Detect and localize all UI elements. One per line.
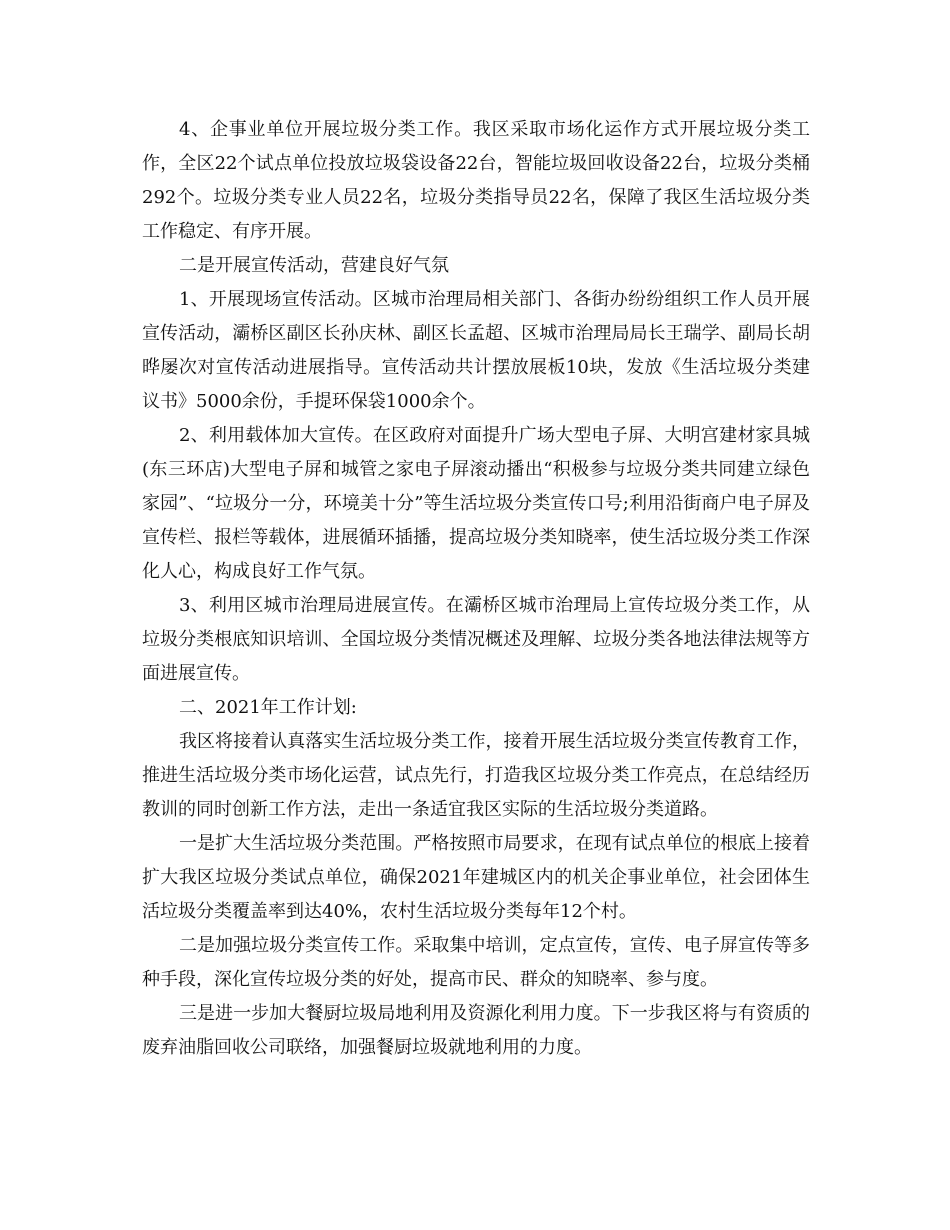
document-body <box>142 113 810 1065</box>
paragraph-onsite-publicity: 1、开展现场宣传活动。区城市治理局相关部门、各街办纷纷组织工作人员开展宣传活动，灞桥区副区长孙庆林、副区长孟超、区城市治理局局长王瑞学、副局长胡晔屡次对宣传活动进展指导。宣传活动共计摆放展板10块，发放《生活垃圾分类建议书》5000余份，手提环保袋1000余个。 <box>142 289 810 412</box>
paragraph-plan-overview: 我区将接着认真落实生活垃圾分类工作，接着开展生活垃圾分类宣传教育工作，推进生活垃圾分类市场化运营，试点先行，打造我区垃圾分类工作亮点，在总结经历教训的同时创新工作方法，走出一条适宜我区实际的生活垃圾分类道路。 <box>142 731 810 820</box>
paragraph-heading-2021-plan: 二、2021年工作计划: <box>179 697 357 718</box>
paragraph-plan-strengthen-publicity: 二是加强垃圾分类宣传工作。采取集中培训，定点宣传，宣传、电子屏宣传等多种手段，深化宣传垃圾分类的好处，提高市民、群众的知晓率、参与度。 <box>142 935 810 990</box>
paragraph-carrier-publicity: 2、利用载体加大宣传。在区政府对面提升广场大型电子屏、大明宫建材家具城(东三环店)大型电子屏和城管之家电子屏滚动播出“积极参与垃圾分类共同建立绿色家园”、“垃圾分一分，环境美十分”等生活垃圾分类宣传口号;利用沿街商户电子屏及宣传栏、报栏等载体，进展循环插播，提高垃圾分类知晓率，使生活垃圾分类工作深化人心，构成良好工作气氛。 <box>142 425 810 582</box>
paragraph-plan-kitchen-waste: 三是进一步加大餐厨垃圾局地利用及资源化利用力度。下一步我区将与有资质的废弃油脂回收公司联络，加强餐厨垃圾就地利用的力度。 <box>142 1003 810 1058</box>
paragraph-bureau-publicity: 3、利用区城市治理局进展宣传。在灞桥区城市治理局上宣传垃圾分类工作，从垃圾分类根底知识培训、全国垃圾分类情况概述及理解、垃圾分类各地法律法规等方面进展宣传。 <box>142 595 810 684</box>
paragraph-heading-publicity: 二是开展宣传活动，营建良好气氛 <box>179 255 449 276</box>
paragraph-plan-expand-scope: 一是扩大生活垃圾分类范围。严格按照市局要求，在现有试点单位的根底上接着扩大我区垃圾分类试点单位，确保2021年建城区内的机关企事业单位，社会团体生活垃圾分类覆盖率到达40%，农村生活垃圾分类每年12个村。 <box>142 833 810 922</box>
paragraph-enterprise-sorting: 4、企事业单位开展垃圾分类工作。我区采取市场化运作方式开展垃圾分类工作，全区22个试点单位投放垃圾袋设备22台，智能垃圾回收设备22台，垃圾分类桶292个。垃圾分类专业人员22名，垃圾分类指导员22名，保障了我区生活垃圾分类工作稳定、有序开展。 <box>142 119 810 242</box>
